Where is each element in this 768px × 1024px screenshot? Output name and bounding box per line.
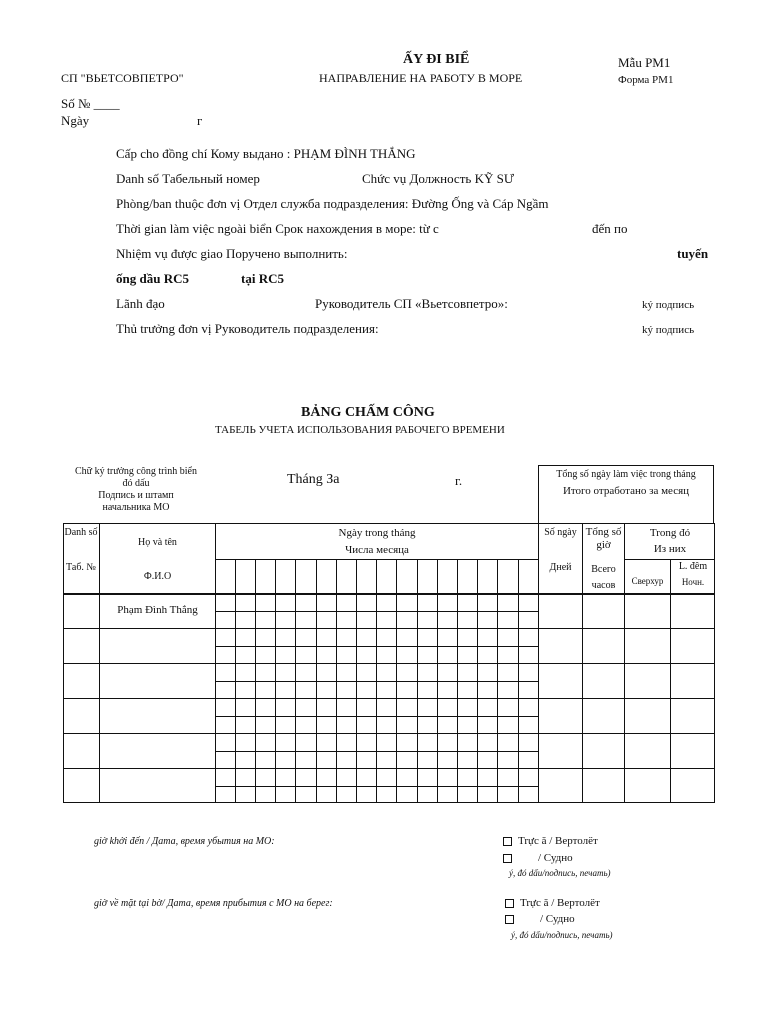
col-hours-ru: Всего часов xyxy=(591,564,616,591)
depart-label: giờ khởi đến / Дата, время убытия на МО: xyxy=(94,836,275,847)
date-suffix: г xyxy=(197,113,203,128)
total-days-vi: Tổng số ngày làm việc trong tháng xyxy=(556,469,696,480)
department: Phòng/ban thuộc đơn vị Отдел служба подразделения: Đường Ống và Cáp Ngầm xyxy=(116,196,549,211)
sign-line-3: Подпись и штамп xyxy=(98,490,174,501)
ship-label-1: / Судно xyxy=(538,852,573,864)
signature-label-2: ký подпись xyxy=(642,324,695,336)
checkbox-icon[interactable] xyxy=(505,899,514,908)
col-tab-ru: Таб. № xyxy=(66,562,96,573)
col-name-ru: Ф.И.О xyxy=(143,571,172,582)
task-end: tuyến xyxy=(677,246,709,261)
col-tab-vi: Danh số xyxy=(64,527,98,538)
org-name: СП "ВЬЕТСОВПЕТРО" xyxy=(61,71,184,85)
signature-note-2: ý, đó dấu/подпись, печать) xyxy=(511,930,613,940)
position: Chức vụ Должность KỸ SƯ xyxy=(362,171,514,186)
task-label: Nhiệm vụ được giao Поручено выполнить: xyxy=(116,246,348,261)
title-vi: ẤY ĐI BIỂ xyxy=(403,52,470,67)
col-name-vi: Họ và tên xyxy=(138,537,177,548)
sign-line-2: đó dấu xyxy=(122,478,150,489)
sign-line-1: Chữ ký trưởng công trình biển xyxy=(75,466,197,477)
ship-option-2 xyxy=(505,913,575,925)
col-incl-ru: Из них xyxy=(653,543,687,555)
leader-label: Lãnh đạo xyxy=(116,296,165,311)
tab-number-label: Danh số Табельный номер xyxy=(116,171,260,186)
supervisor-signature-block xyxy=(62,466,210,514)
helicopter-option-1 xyxy=(503,835,598,847)
issued-to: Cấp cho đồng chí Кому выдано : PHẠM ĐÌNH THẮNG xyxy=(116,146,416,161)
period-label: Thời gian làm việc ngoài biển Срок нахождения в море: từ с xyxy=(116,221,439,236)
month-label: Tháng За xyxy=(287,472,340,487)
col-count-ru: Дней xyxy=(549,562,572,573)
timesheet-title-vi: BẢNG CHẤM CÔNG xyxy=(301,405,435,420)
title-ru: НАПРАВЛЕНИЕ НА РАБОТУ В МОРЕ xyxy=(319,71,523,85)
task-line2-b: tại RC5 xyxy=(241,271,284,286)
col-days-ru: Числа месяца xyxy=(345,544,409,556)
signature-label-1: ký подпись xyxy=(642,299,695,311)
col-overtime: Сверхур xyxy=(631,576,664,586)
ship-option-1 xyxy=(503,852,573,864)
form-code-vi: Mẫu PM1 xyxy=(618,55,671,70)
col-days-vi: Ngày trong tháng xyxy=(338,527,416,539)
ship-label-2: / Судно xyxy=(540,913,575,925)
timesheet-title-ru: ТАБЕЛЬ УЧЕТА ИСПОЛЬЗОВАНИЯ РАБОЧЕГО ВРЕМЕНИ xyxy=(215,424,505,436)
helicopter-label-2: Trực ă / Вертолёт xyxy=(520,897,600,909)
helicopter-option-2 xyxy=(505,897,600,909)
form-code-ru: Форма PM1 xyxy=(618,74,674,86)
col-hours-vi: Tổng số giờ xyxy=(585,526,622,551)
sign-line-4: начальника МО xyxy=(102,502,170,513)
checkbox-icon[interactable] xyxy=(503,854,512,863)
col-night-ru: Ночн. xyxy=(681,577,705,587)
signature-note-1: ý, đó dấu/подпись, печать) xyxy=(509,868,611,878)
checkbox-icon[interactable] xyxy=(503,837,512,846)
checkbox-icon[interactable] xyxy=(505,915,514,924)
helicopter-label-1: Trực ă / Вертолёт xyxy=(518,835,598,847)
period-to: đến по xyxy=(592,221,628,236)
leader-ru: Руководитель СП «Вьетсовпетро»: xyxy=(315,296,508,311)
col-night-vi: L. đêm xyxy=(678,561,708,572)
total-days-ru: Итого отработано за месяц xyxy=(562,485,690,497)
row-1-name: Phạm Đình Thắng xyxy=(117,604,198,616)
arrive-label: giờ về mặt tại bờ/ Дата, время прибытия с МО на берег: xyxy=(94,898,333,909)
date-label: Ngày xyxy=(61,113,90,128)
task-line2-a: ống dầu RC5 xyxy=(116,271,189,286)
unit-head: Thủ trưởng đơn vị Руководитель подразделения: xyxy=(116,321,379,336)
year-label: г. xyxy=(455,473,463,488)
col-incl-vi: Trong đó xyxy=(649,527,691,539)
number-label: Số № ____ xyxy=(61,96,120,111)
col-count-vi: Số ngày xyxy=(544,527,577,538)
